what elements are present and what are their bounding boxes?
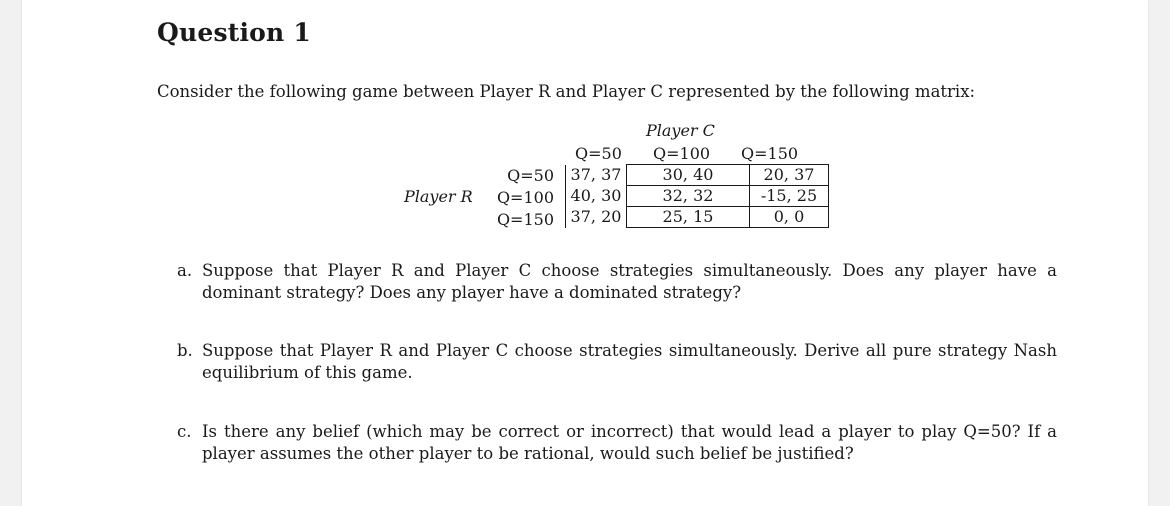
- question-marker: a.: [177, 261, 193, 280]
- matrix-cell: 40, 30: [566, 186, 627, 207]
- column-header: Q=150: [741, 144, 799, 163]
- question-text: Suppose that Player R and Player C choose strategies simultaneously. Does any player have a dominant strategy? Does any player have a dominated strategy?: [202, 261, 1057, 302]
- question-marker: b.: [177, 341, 193, 360]
- column-header: Q=100: [653, 144, 711, 163]
- row-header: Q=100: [496, 188, 554, 207]
- row-header: Q=50: [507, 166, 554, 185]
- page-title: Question 1: [157, 18, 311, 47]
- matrix-cell: 37, 20: [566, 207, 627, 228]
- matrix-row: [566, 207, 829, 228]
- matrix-cell: 0, 0: [750, 207, 829, 228]
- matrix-cell: 37, 37: [566, 165, 627, 186]
- matrix-cell: 30, 40: [627, 165, 750, 186]
- matrix-row: [566, 186, 829, 207]
- question-text: Suppose that Player R and Player C choose strategies simultaneously. Derive all pure strategy Nash equilibrium of this game.: [202, 341, 1057, 382]
- matrix-cell: 32, 32: [627, 186, 750, 207]
- matrix-row: [566, 165, 829, 186]
- column-header: Q=50: [575, 144, 622, 163]
- matrix-cell: 25, 15: [627, 207, 750, 228]
- matrix-cell: 20, 37: [750, 165, 829, 186]
- row-header: Q=150: [496, 210, 554, 229]
- column-player-label: Player C: [646, 121, 715, 140]
- question-item-a: [177, 260, 1057, 304]
- payoff-matrix: [565, 164, 829, 228]
- question-item-c: [177, 421, 1057, 465]
- row-player-label: Player R: [404, 187, 473, 206]
- question-text: Is there any belief (which may be correct or incorrect) that would lead a player to play Q=50? If a player assumes the other player to be rational, would such belief be justified?: [202, 422, 1057, 463]
- question-item-b: [177, 340, 1057, 384]
- document-page: [22, 0, 1148, 506]
- matrix-cell: -15, 25: [750, 186, 829, 207]
- intro-paragraph: Consider the following game between Player R and Player C represented by the following matrix:: [157, 82, 976, 101]
- question-marker: c.: [177, 422, 192, 441]
